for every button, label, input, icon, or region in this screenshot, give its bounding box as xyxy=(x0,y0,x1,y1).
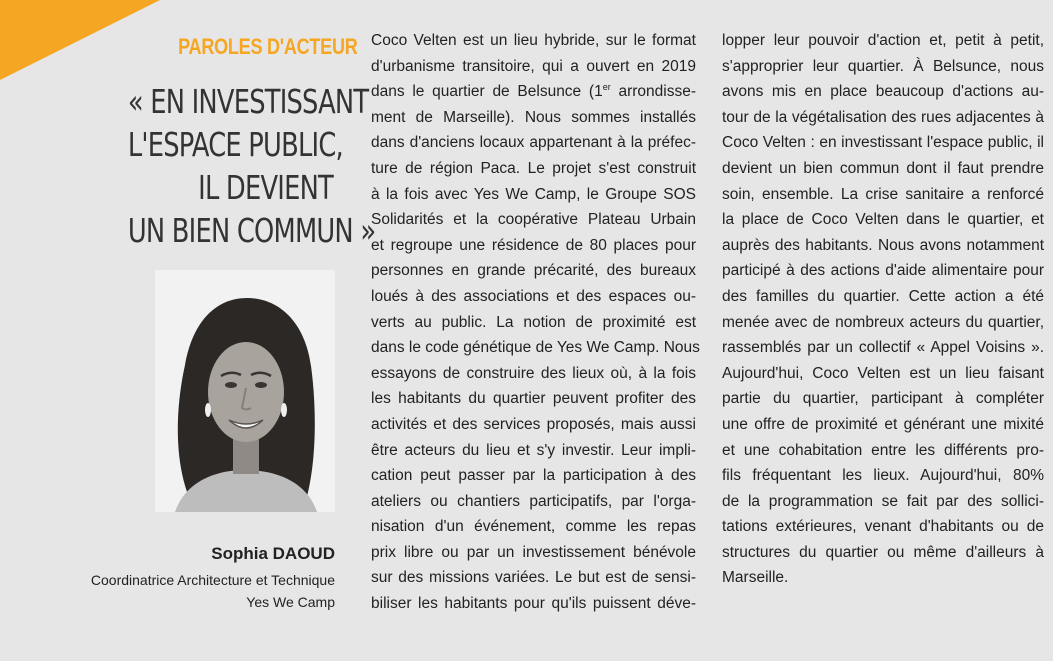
pull-quote-line: IL DEVIENT xyxy=(198,168,333,207)
article-line: auprès des habitants. Nous avons notamment xyxy=(722,236,1044,254)
article-line: lopper leur pouvoir d'action et, petit à petit, xyxy=(722,32,1044,49)
article-line-with-superscript: dans le quartier de Belsunce (1er arrondisse- xyxy=(371,82,696,101)
article-line: être acteurs du lieu et s'y investir. Leur impli- xyxy=(371,441,696,459)
article-line: tations extérieures, venant d'habitants ou de xyxy=(722,518,1044,536)
pull-quote-line: UN BIEN COMMUN » xyxy=(127,211,376,250)
article-line: cation peut passer par la participation à des xyxy=(371,467,696,485)
article-line: les habitants du quartier peuvent profiter des xyxy=(371,390,696,408)
article-line: verts au public. La notion de proximité est xyxy=(371,313,696,331)
article-line: menée avec de nombreux acteurs du quartier, xyxy=(722,313,1044,331)
article-line: et une cohabitation entre les différents pro- xyxy=(722,441,1044,459)
article-line: soin, ensemble. La crise sanitaire a renforcé xyxy=(722,185,1044,203)
section-kicker: PAROLES D'ACTEUR xyxy=(178,34,358,59)
article-line: personnes en grande précarité, des bureaux xyxy=(371,262,696,280)
pull-quote xyxy=(70,80,376,252)
article-line: à la fois avec Yes We Camp, le Groupe SOS xyxy=(371,185,696,203)
article-line: d'urbanisme transitoire, qui a ouvert en 2019 xyxy=(371,57,696,75)
article-line: fils fréquentant les lieux. Aujourd'hui, 80% xyxy=(722,467,1044,485)
article-line: essayons de construire des lieux où, à la fois xyxy=(371,364,696,382)
article-line: rassemblés par un collectif « Appel Voisins ». xyxy=(722,339,1044,357)
article-line: devient un bien commun dont il faut prendre xyxy=(722,159,1044,177)
person-role: Coordinatrice Architecture et Technique xyxy=(90,572,335,588)
article-line: de la programmation se fait par des sollici- xyxy=(722,492,1044,510)
article-line: Aujourd'hui, Coco Velten est un lieu faisant xyxy=(722,364,1044,382)
article-line: Marseille. xyxy=(722,569,789,587)
person-organization: Yes We Camp xyxy=(246,594,335,610)
article-line: ment de Marseille). Nous sommes installés xyxy=(371,108,696,126)
article-column-2 xyxy=(722,28,1044,591)
article-line: tour de la végétalisation des rues adjacentes à xyxy=(722,108,1044,126)
article-line: des familles du quartier. Cette action a été xyxy=(722,287,1044,305)
portrait-photo xyxy=(155,270,335,512)
article-line: structures du quartier ou même d'ailleurs à xyxy=(722,543,1044,561)
article-line: Coco Velten : en investissant l'espace public, il xyxy=(722,134,1044,152)
article-line: nisation d'un événement, comme les repas xyxy=(371,518,696,536)
article-line: ateliers ou chantiers participatifs, par l'orga- xyxy=(371,492,696,510)
article-line: une offre de proximité et générant une mixité xyxy=(722,415,1044,433)
superscript: er xyxy=(602,82,611,93)
pull-quote-line: L'ESPACE PUBLIC, xyxy=(127,125,343,164)
pull-quote-line: « EN INVESTISSANT xyxy=(127,82,369,121)
article-line: Solidarités et la coopérative Plateau Urbain xyxy=(371,211,696,229)
article-line: loués à des associations et des espaces ou- xyxy=(371,287,696,305)
article-line: participé à des actions d'aide alimentaire pour xyxy=(722,262,1044,280)
article-line: dans d'anciens locaux appartenant à la préfec- xyxy=(371,134,696,152)
article-line: dans le code génétique de Yes We Camp. Nous xyxy=(371,339,700,357)
article-line: prix libre ou par un investissement bénévole xyxy=(371,543,696,561)
article-line: biliser les habitants pour qu'ils puissent déve- xyxy=(371,595,696,613)
article-column-1 xyxy=(371,28,700,617)
person-name: Sophia DAOUD xyxy=(211,544,335,563)
article-line: s'approprier leur quartier. À Belsunce, nous xyxy=(722,57,1044,75)
orange-corner-decoration xyxy=(0,0,160,80)
article-line: activités et des services proposés, mais aussi xyxy=(371,415,696,433)
article-line: et regroupe une résidence de 80 places pour xyxy=(371,236,696,254)
article-line: Coco Velten est un lieu hybride, sur le format xyxy=(371,32,696,49)
article-line: sur des missions variées. Le but est de sensi- xyxy=(371,569,696,587)
article-line: partie du quartier, participant à compléter xyxy=(722,390,1044,408)
article-line: ture de région Paca. Le projet s'est construit xyxy=(371,159,696,177)
article-line: la place de Coco Velten dans le quartier, et xyxy=(722,211,1044,229)
article-line: avons mis en place beaucoup d'actions au- xyxy=(722,83,1044,101)
